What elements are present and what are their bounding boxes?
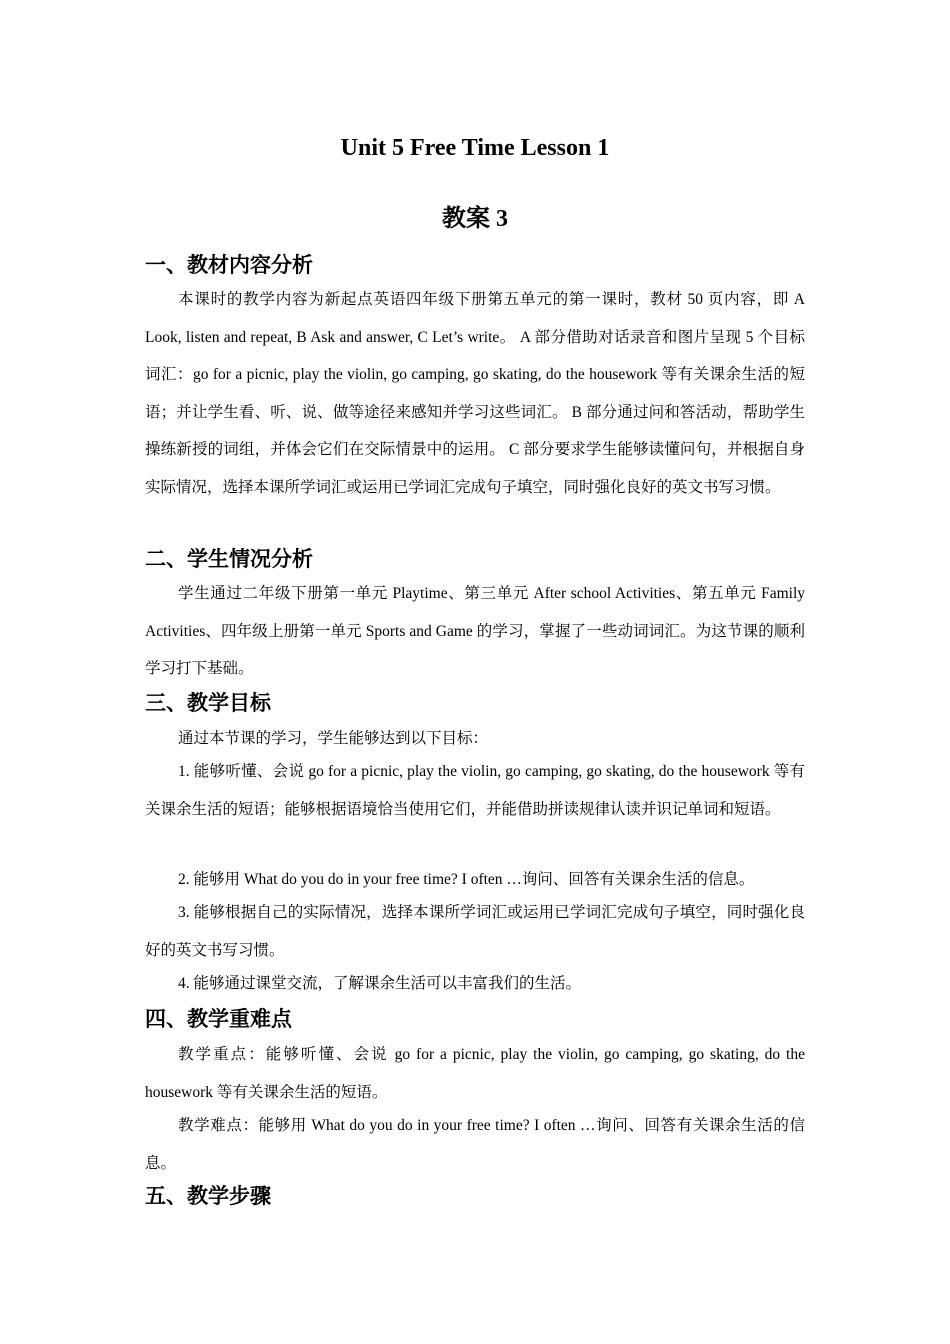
section-paragraph: 教学重点：能够听懂、会说 go for a picnic, play the violin, go camping, go skating, do the housework 等有关课余生活的短语。 [145,1046,805,1101]
section-paragraph: 学生通过二年级下册第一单元 Playtime、第三单元 After school Activities、第五单元 Family Activities、四年级上册第一单元 Sports and Game 的学习，掌握了一些动词词汇。为这节课的顺利学习打下基础。 [145,585,805,677]
document-subtitle: 教案 3 [442,206,508,232]
section-paragraph: 教学难点：能够用 What do you do in your free time? I often …询问、回答有关课余生活的信息。 [145,1117,805,1172]
section-paragraph: 通过本节课的学习，学生能够达到以下目标： [178,730,489,747]
section-heading: 一、教材内容分析 [145,253,313,277]
section-heading: 五、教学步骤 [145,1184,271,1208]
section-paragraph: 1. 能够听懂、会说 go for a picnic, play the violin, go camping, go skating, do the housework 等有关课余生活的短语；能够根据语境恰当使用它们，并能借助拼读规律认读并识记单词和短语。 [145,763,805,818]
section-paragraph: 3. 能够根据自己的实际情况，选择本课所学词汇或运用已学词汇完成句子填空，同时强化良好的英文书写习惯。 [145,904,805,959]
section-paragraph: 2. 能够用 What do you do in your free time? I often …询问、回答有关课余生活的信息。 [178,871,755,888]
section-paragraph: 本课时的教学内容为新起点英语四年级下册第五单元的第一课时，教材 50 页内容，即 A Look, listen and repeat, B Ask and answer, C Let’s write。 A 部分借助对话录音和图片呈现 5 个目标词汇：go for a picnic, play the violin, go camping, go skating, do the housework 等有关课余生活的短语；并让学生看、听、说、做等途径来感知并学习这些词汇。 B 部分通过问和答活动，帮助学生操练新授的词组，并体会它们在交际情景中的运用。 C 部分要求学生能够读懂问句，并根据自身实际情况，选择本课所学词汇或运用已学词汇完成句子填空，同时强化良好的英文书写习惯。 [145,291,805,496]
section-paragraph: 4. 能够通过课堂交流，了解课余生活可以丰富我们的生活。 [178,975,582,992]
document-title: Unit 5 Free Time Lesson 1 [340,135,610,161]
section-heading: 四、教学重难点 [145,1007,292,1031]
section-heading: 三、教学目标 [145,691,271,715]
section-heading: 二、学生情况分析 [145,547,313,571]
